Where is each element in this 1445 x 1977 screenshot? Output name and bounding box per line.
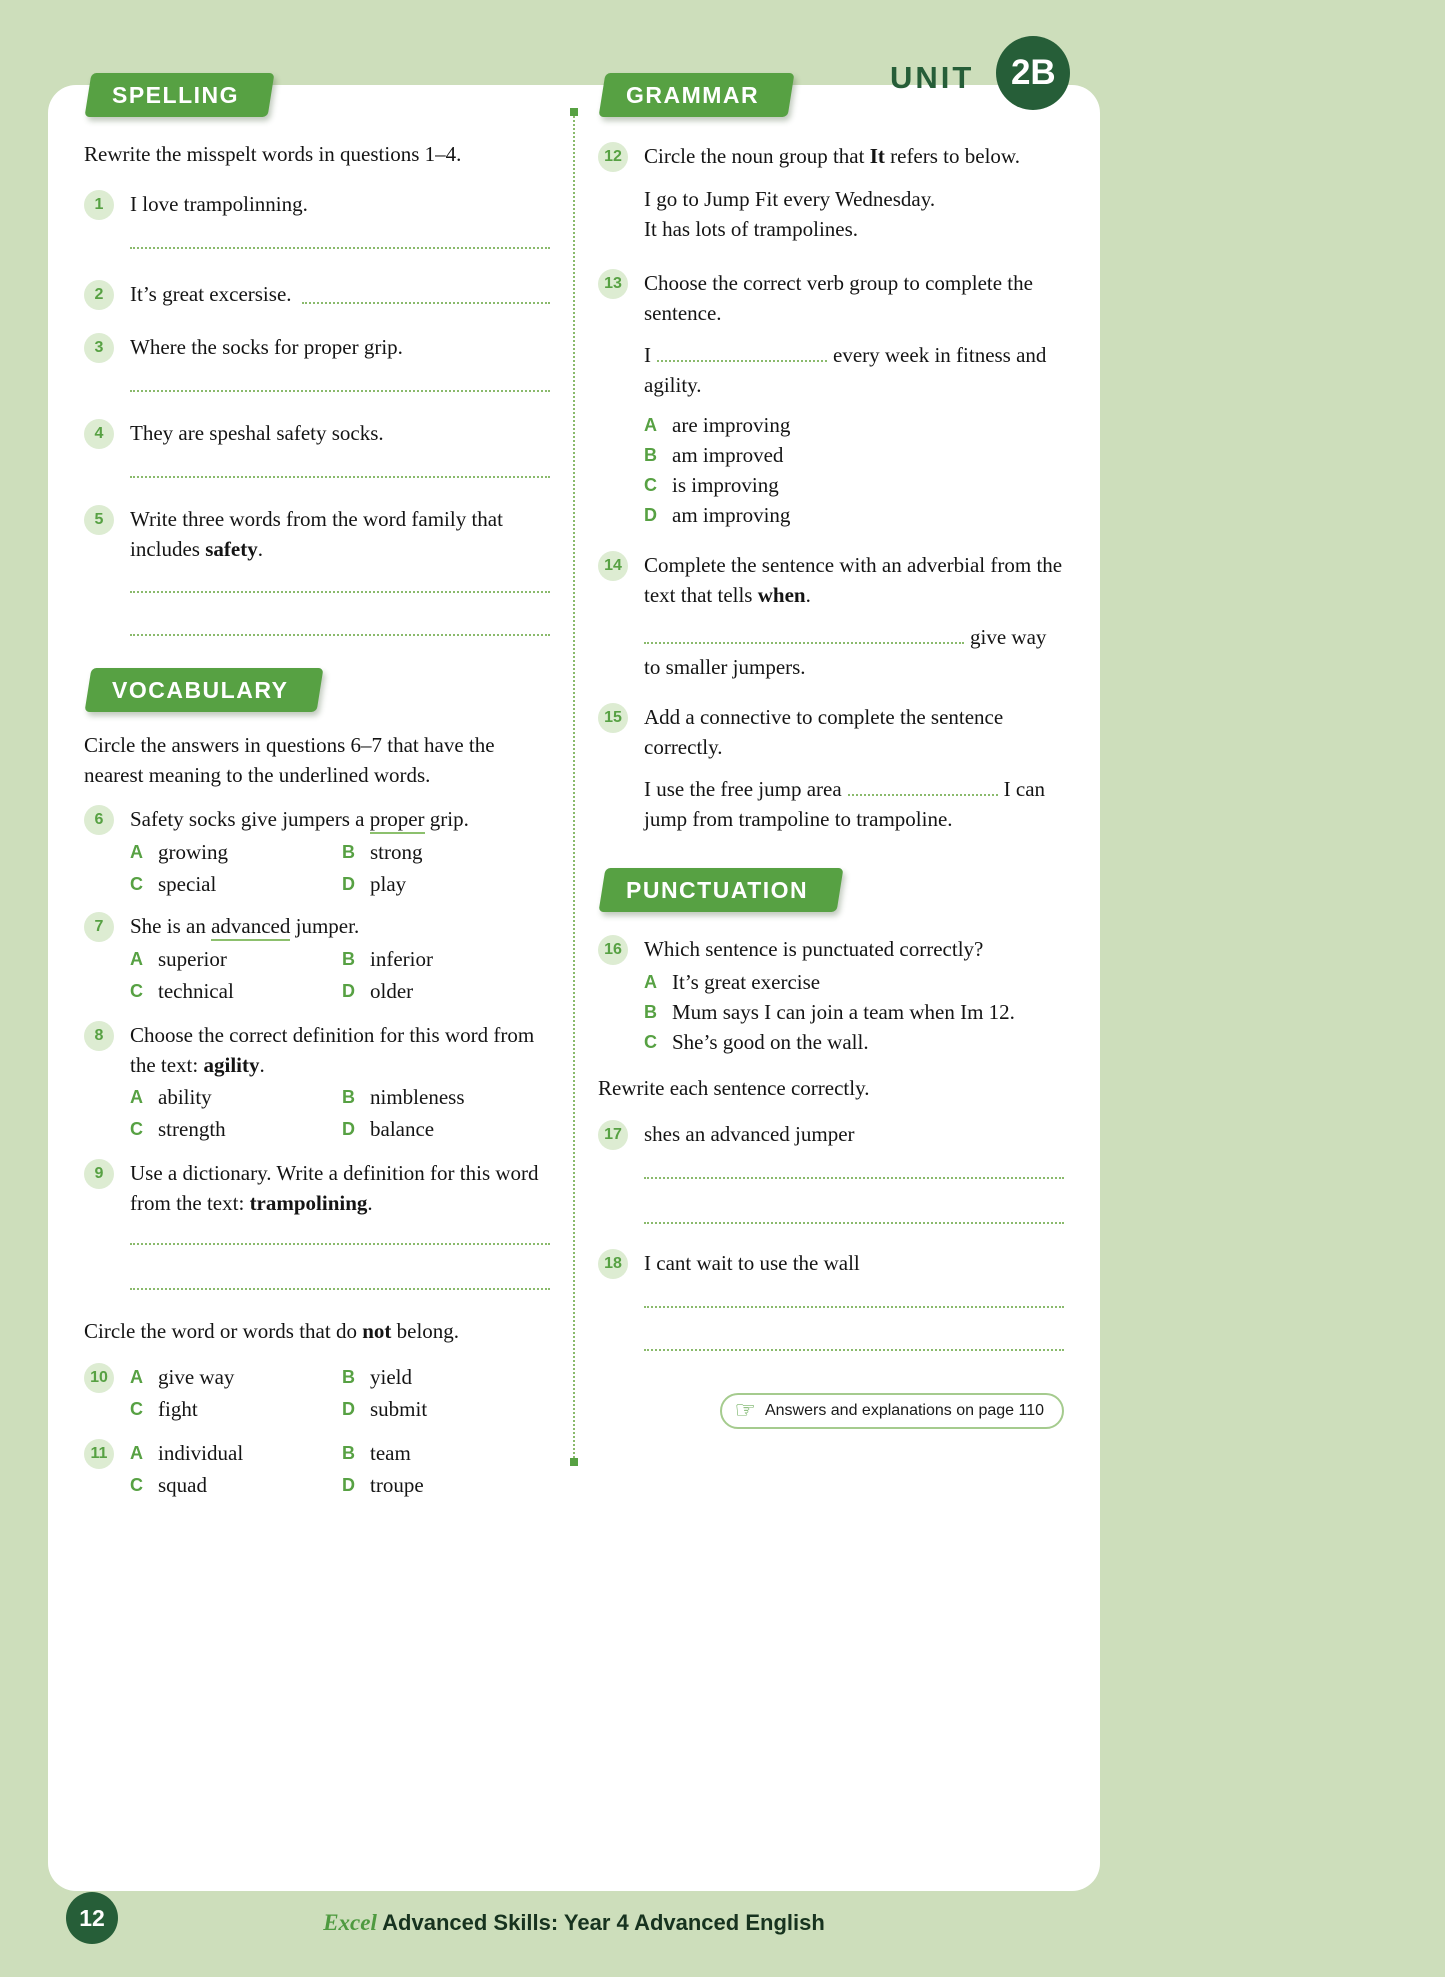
question-number: 7	[84, 912, 114, 942]
option-c: C special	[130, 872, 217, 896]
option-c: C squad	[130, 1473, 207, 1497]
right-column	[598, 82, 1064, 1500]
question-12-passage: I go to Jump Fit every Wednesday. It has lots of trampolines.	[644, 187, 936, 241]
answer-line	[644, 1176, 1064, 1179]
question-text: Which sentence is punctuated correctly?	[644, 937, 984, 961]
answer-blank	[644, 627, 964, 644]
option-b: B strong	[342, 840, 423, 864]
question-11-options	[130, 1438, 550, 1500]
question-text: Where the socks for proper grip.	[130, 335, 403, 359]
option-d: D am improving	[644, 503, 791, 527]
option-d: D play	[342, 872, 407, 896]
answer-line	[644, 1348, 1064, 1351]
question-text: Add a connective to complete the sentence correctly.	[644, 705, 1004, 759]
unit-label: UNIT	[890, 60, 975, 95]
question-13-sentence: I every week in fitness and agility.	[644, 343, 1047, 397]
punctuation-section-badge	[602, 868, 840, 912]
question-number: 5	[84, 505, 114, 535]
option-b: B inferior	[342, 947, 433, 971]
question-5	[84, 504, 550, 564]
answer-line	[130, 475, 550, 478]
question-text: It’s great excersise.	[130, 282, 292, 306]
question-11	[84, 1438, 550, 1500]
question-number: 2	[84, 280, 114, 310]
question-number: 18	[598, 1249, 628, 1279]
option-b: B Mum says I can join a team when Im 12.	[644, 1000, 1015, 1024]
question-4	[84, 418, 550, 449]
option-c: C She’s good on the wall.	[644, 1030, 869, 1054]
option-a: A It’s great exercise	[644, 970, 821, 994]
question-15	[598, 702, 1064, 762]
question-number: 13	[598, 269, 628, 299]
question-text: They are speshal safety socks.	[130, 421, 384, 445]
option-a: A superior	[130, 947, 227, 971]
question-13-options	[644, 410, 1064, 530]
unit-header	[890, 36, 1070, 110]
question-text: She is an advanced jumper.	[130, 911, 550, 942]
grammar-section-badge	[602, 73, 791, 117]
option-a: A growing	[130, 840, 228, 864]
question-6	[84, 804, 550, 835]
question-text: Safety socks give jumpers a proper grip.	[130, 804, 550, 835]
option-c: C fight	[130, 1397, 198, 1421]
option-a: A ability	[130, 1085, 212, 1109]
option-a: A give way	[130, 1365, 235, 1389]
question-7	[84, 911, 550, 942]
answer-line	[302, 279, 550, 304]
option-b: B yield	[342, 1365, 412, 1389]
column-divider	[573, 112, 575, 1462]
question-number: 17	[598, 1120, 628, 1150]
option-a: A individual	[130, 1441, 244, 1465]
question-text: Complete the sentence with an adverbial from the text that tells when.	[644, 553, 1063, 607]
option-c: C technical	[130, 979, 234, 1003]
unit-code-badge: 2B	[996, 36, 1070, 110]
option-d: D submit	[342, 1397, 428, 1421]
question-number: 1	[84, 190, 114, 220]
question-text: shes an advanced jumper	[644, 1122, 855, 1146]
question-8	[84, 1020, 550, 1080]
not-belong-intro: Circle the word or words that do not belong.	[84, 1319, 460, 1343]
question-text: Write three words from the word family that includes safety.	[130, 507, 503, 561]
page-number-badge: 12	[66, 1892, 118, 1944]
question-number: 12	[598, 142, 628, 172]
left-column	[84, 82, 550, 1500]
option-c: C is improving	[644, 473, 779, 497]
answer-line	[130, 246, 550, 249]
question-14-sentence: give way to smaller jumpers.	[644, 625, 1047, 679]
question-10-options	[130, 1362, 550, 1424]
answer-line	[644, 1221, 1064, 1224]
question-15-sentence: I use the free jump area I can jump from trampoline to trampoline.	[644, 777, 1046, 831]
answer-blank	[657, 345, 827, 362]
rewrite-intro: Rewrite each sentence correctly.	[598, 1076, 870, 1100]
question-9	[84, 1158, 550, 1218]
question-12	[598, 141, 1064, 172]
question-1	[84, 189, 550, 220]
question-number: 15	[598, 703, 628, 733]
question-number: 4	[84, 419, 114, 449]
question-text: Choose the correct definition for this word from the text: agility.	[130, 1023, 535, 1077]
question-text: I love trampolinning.	[130, 192, 308, 216]
option-b: B team	[342, 1441, 411, 1465]
question-text: Choose the correct verb group to complete the sentence.	[644, 271, 1033, 325]
question-text: Use a dictionary. Write a definition for this word from the text: trampolining.	[130, 1161, 539, 1215]
question-14	[598, 550, 1064, 610]
question-18	[598, 1248, 1064, 1279]
answer-line	[130, 1287, 550, 1290]
option-b: B am improved	[644, 443, 784, 467]
question-17	[598, 1119, 1064, 1150]
question-16-options	[644, 967, 1064, 1057]
question-number: 11	[84, 1439, 114, 1469]
question-16	[598, 934, 1064, 965]
question-13	[598, 268, 1064, 328]
spelling-heading: SPELLING	[112, 82, 240, 108]
book-footer	[48, 1910, 1100, 1936]
answer-line	[644, 1305, 1064, 1308]
option-d: D balance	[342, 1117, 435, 1141]
question-6-options	[130, 837, 550, 899]
question-number: 6	[84, 805, 114, 835]
question-7-options	[130, 944, 550, 1006]
question-number: 14	[598, 551, 628, 581]
question-10	[84, 1362, 550, 1424]
question-3	[84, 332, 550, 363]
question-number: 3	[84, 333, 114, 363]
worksheet-page	[48, 82, 1100, 1891]
answers-note-pill	[720, 1393, 1064, 1429]
spelling-section-badge	[88, 73, 271, 117]
punctuation-heading: PUNCTUATION	[626, 877, 809, 903]
option-d: D troupe	[342, 1473, 424, 1497]
question-number: 9	[84, 1159, 114, 1189]
answer-line	[130, 1242, 550, 1245]
question-text: Circle the noun group that It refers to below.	[644, 144, 1020, 168]
question-number: 16	[598, 935, 628, 965]
vocabulary-heading: VOCABULARY	[112, 677, 289, 703]
vocabulary-section-badge	[88, 668, 320, 712]
footer-brand: Excel	[323, 1910, 377, 1935]
question-text: I cant wait to use the wall	[644, 1251, 860, 1275]
answer-line	[130, 389, 550, 392]
spelling-intro: Rewrite the misspelt words in questions 1–4.	[84, 142, 462, 166]
answer-blank	[848, 779, 998, 796]
answer-line	[130, 590, 550, 593]
option-a: A are improving	[644, 413, 791, 437]
question-8-options	[130, 1082, 550, 1144]
option-d: D older	[342, 979, 414, 1003]
answers-note-text: Answers and explanations on page 110	[764, 1402, 1044, 1419]
question-number: 8	[84, 1021, 114, 1051]
question-number: 10	[84, 1363, 114, 1393]
grammar-heading: GRAMMAR	[626, 82, 760, 108]
option-b: B nimbleness	[342, 1085, 465, 1109]
vocabulary-intro: Circle the answers in questions 6–7 that have the nearest meaning to the underlined words.	[84, 733, 495, 787]
pointing-hand-icon: ☞	[734, 1397, 756, 1424]
option-c: C strength	[130, 1117, 226, 1141]
answer-line	[130, 633, 550, 636]
footer-series-title: Advanced Skills: Year 4 Advanced English	[382, 1910, 825, 1935]
question-2	[84, 279, 550, 310]
